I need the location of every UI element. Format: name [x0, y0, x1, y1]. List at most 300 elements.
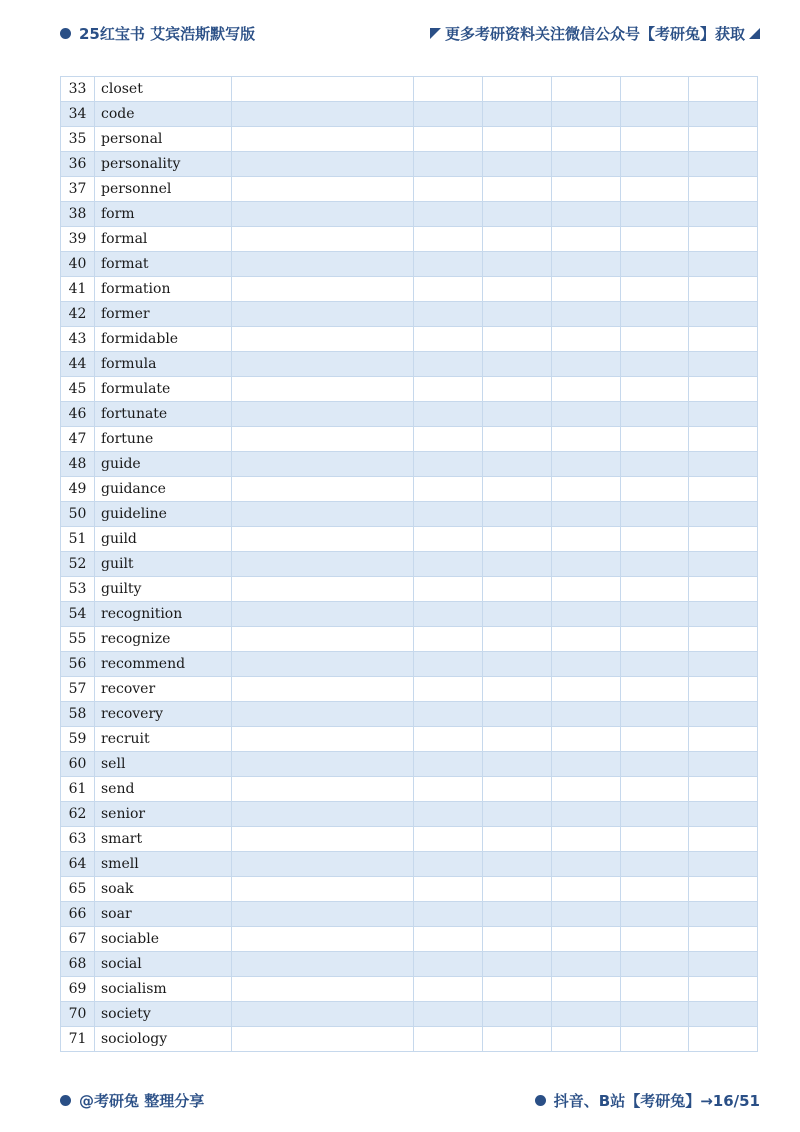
- row-number: 63: [61, 827, 95, 852]
- table-row: [61, 202, 758, 227]
- blank-cell: [483, 952, 552, 977]
- vocab-word: personal: [95, 127, 232, 152]
- blank-cell: [552, 927, 621, 952]
- table-row: [61, 377, 758, 402]
- blank-cell: [552, 1027, 621, 1052]
- blank-cell: [552, 202, 621, 227]
- footer-right: [535, 1090, 760, 1111]
- blank-cell: [414, 277, 483, 302]
- table-row: [61, 277, 758, 302]
- header-title: 25红宝书 艾宾浩斯默写版: [79, 24, 256, 43]
- blank-cell: [621, 277, 689, 302]
- blank-cell: [621, 627, 689, 652]
- blank-cell: [689, 302, 758, 327]
- row-number: 34: [61, 102, 95, 127]
- blank-cell: [621, 1002, 689, 1027]
- row-number: 69: [61, 977, 95, 1002]
- blank-cell: [621, 902, 689, 927]
- table-row: [61, 952, 758, 977]
- table-row: [61, 702, 758, 727]
- blank-cell: [483, 377, 552, 402]
- blank-cell: [483, 827, 552, 852]
- blank-cell: [552, 677, 621, 702]
- page-header: [60, 21, 760, 45]
- table-row: [61, 252, 758, 277]
- blank-cell: [483, 927, 552, 952]
- blank-cell: [689, 902, 758, 927]
- vocab-word: sociable: [95, 927, 232, 952]
- table-row: [61, 652, 758, 677]
- blank-cell: [232, 527, 414, 552]
- blank-cell: [414, 527, 483, 552]
- blank-cell: [414, 402, 483, 427]
- blank-cell: [552, 602, 621, 627]
- blank-cell: [232, 477, 414, 502]
- vocab-word: smell: [95, 852, 232, 877]
- blank-cell: [232, 452, 414, 477]
- blank-cell: [621, 1027, 689, 1052]
- blank-cell: [689, 452, 758, 477]
- blank-cell: [232, 902, 414, 927]
- table-row: [61, 1002, 758, 1027]
- vocab-word: fortunate: [95, 402, 232, 427]
- blank-cell: [552, 952, 621, 977]
- blank-cell: [232, 752, 414, 777]
- blank-cell: [552, 352, 621, 377]
- table-row: [61, 627, 758, 652]
- vocab-word: form: [95, 202, 232, 227]
- blank-cell: [232, 502, 414, 527]
- table-row: [61, 752, 758, 777]
- vocab-word: sociology: [95, 1027, 232, 1052]
- vocab-word: senior: [95, 802, 232, 827]
- vocab-word: recruit: [95, 727, 232, 752]
- blank-cell: [414, 227, 483, 252]
- blank-cell: [414, 702, 483, 727]
- row-number: 42: [61, 302, 95, 327]
- vocab-word: guidance: [95, 477, 232, 502]
- blank-cell: [414, 502, 483, 527]
- bullet-dot-icon: [535, 1095, 546, 1106]
- blank-cell: [483, 977, 552, 1002]
- blank-cell: [689, 877, 758, 902]
- blank-cell: [483, 402, 552, 427]
- blank-cell: [232, 677, 414, 702]
- table-row: [61, 1027, 758, 1052]
- blank-cell: [552, 702, 621, 727]
- vocab-word: sell: [95, 752, 232, 777]
- vocab-word: code: [95, 102, 232, 127]
- vocab-word: personality: [95, 152, 232, 177]
- table-row: [61, 502, 758, 527]
- blank-cell: [232, 777, 414, 802]
- blank-cell: [621, 677, 689, 702]
- row-number: 35: [61, 127, 95, 152]
- vocab-word: format: [95, 252, 232, 277]
- blank-cell: [689, 427, 758, 452]
- blank-cell: [552, 777, 621, 802]
- row-number: 53: [61, 577, 95, 602]
- blank-cell: [483, 77, 552, 102]
- blank-cell: [689, 927, 758, 952]
- row-number: 49: [61, 477, 95, 502]
- blank-cell: [621, 952, 689, 977]
- table-row: [61, 77, 758, 102]
- blank-cell: [621, 77, 689, 102]
- blank-cell: [414, 377, 483, 402]
- footer-credit: @考研兔 整理分享: [79, 1091, 205, 1110]
- page-footer: [60, 1088, 760, 1112]
- blank-cell: [621, 502, 689, 527]
- blank-cell: [689, 227, 758, 252]
- blank-cell: [621, 102, 689, 127]
- blank-cell: [689, 702, 758, 727]
- vocab-word: closet: [95, 77, 232, 102]
- blank-cell: [552, 627, 621, 652]
- blank-cell: [621, 427, 689, 452]
- blank-cell: [483, 302, 552, 327]
- table-row: [61, 327, 758, 352]
- table-row: [61, 727, 758, 752]
- blank-cell: [689, 952, 758, 977]
- row-number: 67: [61, 927, 95, 952]
- blank-cell: [414, 302, 483, 327]
- blank-cell: [689, 627, 758, 652]
- blank-cell: [414, 77, 483, 102]
- row-number: 71: [61, 1027, 95, 1052]
- blank-cell: [621, 202, 689, 227]
- blank-cell: [621, 702, 689, 727]
- blank-cell: [552, 227, 621, 252]
- blank-cell: [621, 477, 689, 502]
- blank-cell: [552, 402, 621, 427]
- vocab-word: guild: [95, 527, 232, 552]
- vocab-word: fortune: [95, 427, 232, 452]
- blank-cell: [621, 552, 689, 577]
- blank-cell: [483, 427, 552, 452]
- vocab-word: recognition: [95, 602, 232, 627]
- blank-cell: [483, 1027, 552, 1052]
- vocab-word: soak: [95, 877, 232, 902]
- blank-cell: [483, 352, 552, 377]
- vocab-word: former: [95, 302, 232, 327]
- vocab-word: formation: [95, 277, 232, 302]
- vocab-word: smart: [95, 827, 232, 852]
- table-row: [61, 602, 758, 627]
- row-number: 62: [61, 802, 95, 827]
- vocab-word: formal: [95, 227, 232, 252]
- blank-cell: [689, 852, 758, 877]
- blank-cell: [232, 552, 414, 577]
- blank-cell: [414, 577, 483, 602]
- blank-cell: [414, 952, 483, 977]
- blank-cell: [621, 877, 689, 902]
- blank-cell: [621, 252, 689, 277]
- vocab-word: guide: [95, 452, 232, 477]
- blank-cell: [621, 802, 689, 827]
- blank-cell: [414, 127, 483, 152]
- blank-cell: [483, 1002, 552, 1027]
- blank-cell: [483, 577, 552, 602]
- vocab-word: recognize: [95, 627, 232, 652]
- blank-cell: [232, 252, 414, 277]
- blank-cell: [552, 727, 621, 752]
- blank-cell: [483, 502, 552, 527]
- vocab-word: guilt: [95, 552, 232, 577]
- blank-cell: [414, 777, 483, 802]
- footer-page-info: 抖音、B站【考研兔】→16/51: [553, 1091, 760, 1110]
- blank-cell: [621, 777, 689, 802]
- blank-cell: [689, 152, 758, 177]
- blank-cell: [414, 602, 483, 627]
- triangle-left-icon: [430, 28, 441, 39]
- blank-cell: [552, 152, 621, 177]
- blank-cell: [232, 827, 414, 852]
- vocab-word: socialism: [95, 977, 232, 1002]
- table-row: [61, 902, 758, 927]
- vocab-word: recover: [95, 677, 232, 702]
- blank-cell: [414, 727, 483, 752]
- row-number: 70: [61, 1002, 95, 1027]
- blank-cell: [414, 827, 483, 852]
- row-number: 38: [61, 202, 95, 227]
- table-row: [61, 552, 758, 577]
- row-number: 61: [61, 777, 95, 802]
- blank-cell: [232, 602, 414, 627]
- vocab-word: society: [95, 1002, 232, 1027]
- blank-cell: [552, 752, 621, 777]
- blank-cell: [689, 652, 758, 677]
- blank-cell: [414, 902, 483, 927]
- blank-cell: [689, 477, 758, 502]
- blank-cell: [689, 127, 758, 152]
- table-row: [61, 102, 758, 127]
- table-row: [61, 427, 758, 452]
- row-number: 52: [61, 552, 95, 577]
- blank-cell: [621, 377, 689, 402]
- blank-cell: [414, 977, 483, 1002]
- blank-cell: [483, 677, 552, 702]
- row-number: 54: [61, 602, 95, 627]
- blank-cell: [483, 702, 552, 727]
- blank-cell: [483, 627, 552, 652]
- row-number: 37: [61, 177, 95, 202]
- blank-cell: [621, 302, 689, 327]
- row-number: 45: [61, 377, 95, 402]
- blank-cell: [621, 402, 689, 427]
- blank-cell: [689, 102, 758, 127]
- blank-cell: [621, 752, 689, 777]
- blank-cell: [232, 177, 414, 202]
- footer-left: [60, 1090, 204, 1111]
- blank-cell: [483, 527, 552, 552]
- blank-cell: [483, 127, 552, 152]
- vocab-word: recommend: [95, 652, 232, 677]
- row-number: 60: [61, 752, 95, 777]
- blank-cell: [232, 627, 414, 652]
- blank-cell: [483, 852, 552, 877]
- blank-cell: [483, 802, 552, 827]
- blank-cell: [621, 727, 689, 752]
- vocab-word: social: [95, 952, 232, 977]
- blank-cell: [232, 727, 414, 752]
- blank-cell: [552, 477, 621, 502]
- blank-cell: [232, 402, 414, 427]
- blank-cell: [552, 77, 621, 102]
- row-number: 41: [61, 277, 95, 302]
- row-number: 65: [61, 877, 95, 902]
- row-number: 51: [61, 527, 95, 552]
- blank-cell: [689, 1002, 758, 1027]
- table-row: [61, 827, 758, 852]
- blank-cell: [552, 802, 621, 827]
- blank-cell: [621, 602, 689, 627]
- blank-cell: [552, 877, 621, 902]
- blank-cell: [232, 77, 414, 102]
- blank-cell: [689, 402, 758, 427]
- blank-cell: [232, 352, 414, 377]
- vocab-word: guideline: [95, 502, 232, 527]
- table-row: [61, 927, 758, 952]
- table-row: [61, 777, 758, 802]
- blank-cell: [552, 302, 621, 327]
- blank-cell: [689, 802, 758, 827]
- header-promo: 更多考研资料关注微信公众号【考研兔】获取: [444, 24, 745, 43]
- row-number: 57: [61, 677, 95, 702]
- blank-cell: [414, 852, 483, 877]
- blank-cell: [689, 377, 758, 402]
- table-row: [61, 527, 758, 552]
- blank-cell: [232, 427, 414, 452]
- blank-cell: [689, 502, 758, 527]
- blank-cell: [552, 1002, 621, 1027]
- blank-cell: [621, 652, 689, 677]
- blank-cell: [552, 127, 621, 152]
- blank-cell: [232, 802, 414, 827]
- blank-cell: [552, 102, 621, 127]
- blank-cell: [232, 152, 414, 177]
- blank-cell: [232, 327, 414, 352]
- blank-cell: [483, 152, 552, 177]
- table-row: [61, 577, 758, 602]
- header-right: [430, 23, 760, 44]
- blank-cell: [483, 552, 552, 577]
- blank-cell: [232, 1002, 414, 1027]
- row-number: 44: [61, 352, 95, 377]
- blank-cell: [232, 952, 414, 977]
- blank-cell: [689, 327, 758, 352]
- row-number: 66: [61, 902, 95, 927]
- blank-cell: [689, 1027, 758, 1052]
- blank-cell: [414, 477, 483, 502]
- blank-cell: [414, 177, 483, 202]
- row-number: 47: [61, 427, 95, 452]
- blank-cell: [483, 777, 552, 802]
- table-row: [61, 977, 758, 1002]
- blank-cell: [232, 877, 414, 902]
- row-number: 46: [61, 402, 95, 427]
- table-row: [61, 152, 758, 177]
- blank-cell: [232, 102, 414, 127]
- blank-cell: [414, 152, 483, 177]
- blank-cell: [232, 277, 414, 302]
- blank-cell: [414, 627, 483, 652]
- blank-cell: [414, 427, 483, 452]
- row-number: 59: [61, 727, 95, 752]
- blank-cell: [483, 252, 552, 277]
- blank-cell: [483, 277, 552, 302]
- blank-cell: [552, 452, 621, 477]
- blank-cell: [689, 277, 758, 302]
- blank-cell: [414, 552, 483, 577]
- blank-cell: [414, 452, 483, 477]
- vocab-word: formulate: [95, 377, 232, 402]
- blank-cell: [689, 977, 758, 1002]
- row-number: 50: [61, 502, 95, 527]
- blank-cell: [689, 677, 758, 702]
- table-row: [61, 852, 758, 877]
- row-number: 56: [61, 652, 95, 677]
- blank-cell: [414, 327, 483, 352]
- blank-cell: [414, 927, 483, 952]
- blank-cell: [552, 277, 621, 302]
- row-number: 33: [61, 77, 95, 102]
- bullet-dot-icon: [60, 28, 71, 39]
- blank-cell: [689, 77, 758, 102]
- header-left: [60, 23, 255, 44]
- blank-cell: [414, 677, 483, 702]
- blank-cell: [414, 752, 483, 777]
- blank-cell: [232, 852, 414, 877]
- blank-cell: [621, 577, 689, 602]
- blank-cell: [689, 552, 758, 577]
- vocab-table-body: [61, 77, 758, 1052]
- blank-cell: [621, 927, 689, 952]
- blank-cell: [232, 577, 414, 602]
- bullet-dot-icon: [60, 1095, 71, 1106]
- vocab-word: send: [95, 777, 232, 802]
- blank-cell: [232, 127, 414, 152]
- blank-cell: [483, 477, 552, 502]
- vocab-word: formidable: [95, 327, 232, 352]
- blank-cell: [689, 527, 758, 552]
- blank-cell: [621, 827, 689, 852]
- blank-cell: [621, 452, 689, 477]
- blank-cell: [414, 1027, 483, 1052]
- blank-cell: [689, 827, 758, 852]
- blank-cell: [552, 327, 621, 352]
- vocab-word: soar: [95, 902, 232, 927]
- vocab-word: formula: [95, 352, 232, 377]
- blank-cell: [621, 352, 689, 377]
- blank-cell: [232, 202, 414, 227]
- vocab-word: recovery: [95, 702, 232, 727]
- blank-cell: [689, 602, 758, 627]
- row-number: 68: [61, 952, 95, 977]
- row-number: 55: [61, 627, 95, 652]
- row-number: 58: [61, 702, 95, 727]
- row-number: 64: [61, 852, 95, 877]
- blank-cell: [232, 927, 414, 952]
- blank-cell: [552, 377, 621, 402]
- blank-cell: [689, 252, 758, 277]
- blank-cell: [483, 327, 552, 352]
- blank-cell: [621, 127, 689, 152]
- row-number: 43: [61, 327, 95, 352]
- blank-cell: [232, 1027, 414, 1052]
- row-number: 36: [61, 152, 95, 177]
- blank-cell: [483, 727, 552, 752]
